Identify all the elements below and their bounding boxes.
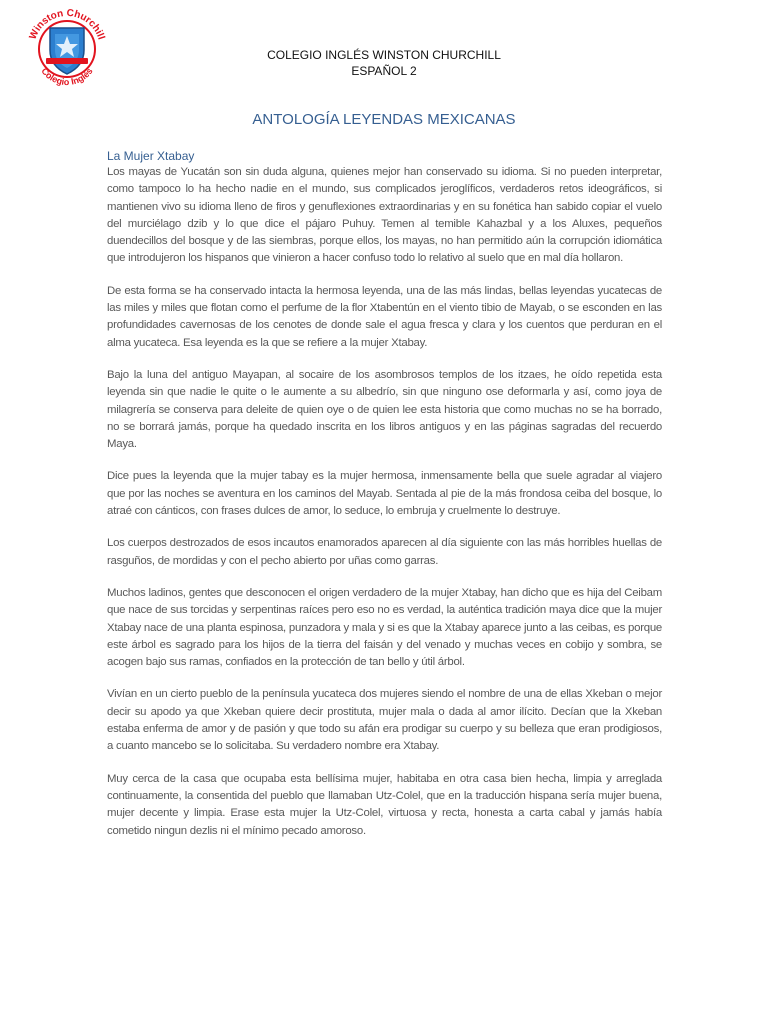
paragraph-2: De esta forma se ha conservado intacta la hermosa leyenda, una de las más lindas, bellas leyendas yucatecas de las miles y miles que flotan como el perfume de la flor Xtabentún en el viento tibio de Mayab, o se esconden en las profundidades cavernosas de los cenotes de donde sale el agua fresca y clara y los cuentos que perduran en el alma yucateca. Esa leyenda es la que se refiere a la mujer Xtabay. xyxy=(107,284,662,349)
paragraph-4: Dice pues la leyenda que la mujer tabay es la mujer hermosa, inmensamente bella que suele agradar al viajero que por las noches se aventura en los caminos del Mayab. Sentada al pie de la más frondosa ceiba del bosque, lo atraé con cánticos, con frases dulces de amor, lo seduce, lo embruja y cruelmente lo destruye. xyxy=(107,470,662,518)
school-name: COLEGIO INGLÉS WINSTON CHURCHILL xyxy=(267,48,501,62)
logo-bottom-text: Colegio Inglés xyxy=(39,65,95,88)
paragraph-8: Muy cerca de la casa que ocupaba esta bellísima mujer, habitaba en otra casa bien hecha, limpia y arreglada continuamente, la consentida del pueblo que llamaban Utz-Colel, que en la traducción hispana sería mujer buena, mujer decente y limpia. Erase esta mujer la Utz-Colel, virtuosa y recta, honesta a carta cabal y jamás había cometido ningun dezlis ni el mínimo pecado amoroso. xyxy=(107,772,662,837)
paragraph-6: Muchos ladinos, gentes que desconocen el origen verdadero de la mujer Xtabay, han dicho que es hija del Ceibam que nace de sus torcidas y serpentinas raíces pero eso no es verdad, la auténtica tradición maya dice que la mujer Xtabay nace de una planta espinosa, punzadora y mala y si es que la Xtabay aparece junto a las ceibas, es porque este árbol es sagrado para los hijos de la tierra del faisán y del venado y muchas veces en cobijo y sombra, se acogen bajo sus ramas, confiados en la protección de tan bello y útil árbol. xyxy=(107,586,662,669)
paragraph-7: Vivían en un cierto pueblo de la península yucateca dos mujeres siendo el nombre de una de ellas Xkeban o mejor decir su apodo ya que Xkeban quiere decir prostituta, mujer mala o dada al amor ilícito. Decían que la Xkeban estaba enferma de amor y de pasión y que todo su afán era prodigar su cuerpo y su belleza que eran prodigiosos, a cuanto mancebo se lo solicitaba. Su verdadero nombre era Xtabay. xyxy=(107,688,662,753)
document-body xyxy=(107,149,662,855)
course-name: ESPAÑOL 2 xyxy=(351,64,417,78)
document-header xyxy=(0,47,768,79)
paragraph-1: Los mayas de Yucatán son sin duda alguna, quienes mejor han conservado su idioma. Si no pueden interpretar, como tampoco lo ha hecho nadie en el mundo, sus complicados jeroglíficos, verdaderos retos ideográficos, si mantienen vivo su idioma lleno de firos y genuflexiones extraordinarias y en su fonética han sabido copiar el vuelo del murciélago dzib y lo que dice el pájaro Puhuy. Temen al temible Kahazbal y a los Aluxes, pequeños duendecillos del bosque y de las siembras, porque ellos, los mayas, no han permitido aún la corrupción idiomática que introdujeron los hispanos que vinieron a hacer confuso todo lo relativo al suelo que en mal día hollaron. xyxy=(107,166,662,265)
paragraph-5: Los cuerpos destrozados de esos incautos enamorados aparecen al día siguiente con las más horribles huellas de rasguños, de mordidas y con el pecho abierto por uñas como garras. xyxy=(107,537,662,567)
logo-top-text: Winston Churchill xyxy=(27,7,107,42)
paragraph-3: Bajo la luna del antiguo Mayapan, al socaire de los asombrosos templos de los itzaes, he oído repetida esta leyenda sin que nadie le quite o le aumente a su albedrío, sin que ninguno ose deformarla y así, como joya de milagrería se conserva para deleite de quien oye o de quien lee esta historia que como muchas no se ha borrado, no se borrará jamás, porque ha quedado inscrita en los libros antiguos y en las páginas sagradas del recuerdo Maya. xyxy=(107,368,662,451)
section-title: La Mujer Xtabay xyxy=(107,149,195,163)
document-title: ANTOLOGÍA LEYENDAS MEXICANAS xyxy=(252,111,516,128)
